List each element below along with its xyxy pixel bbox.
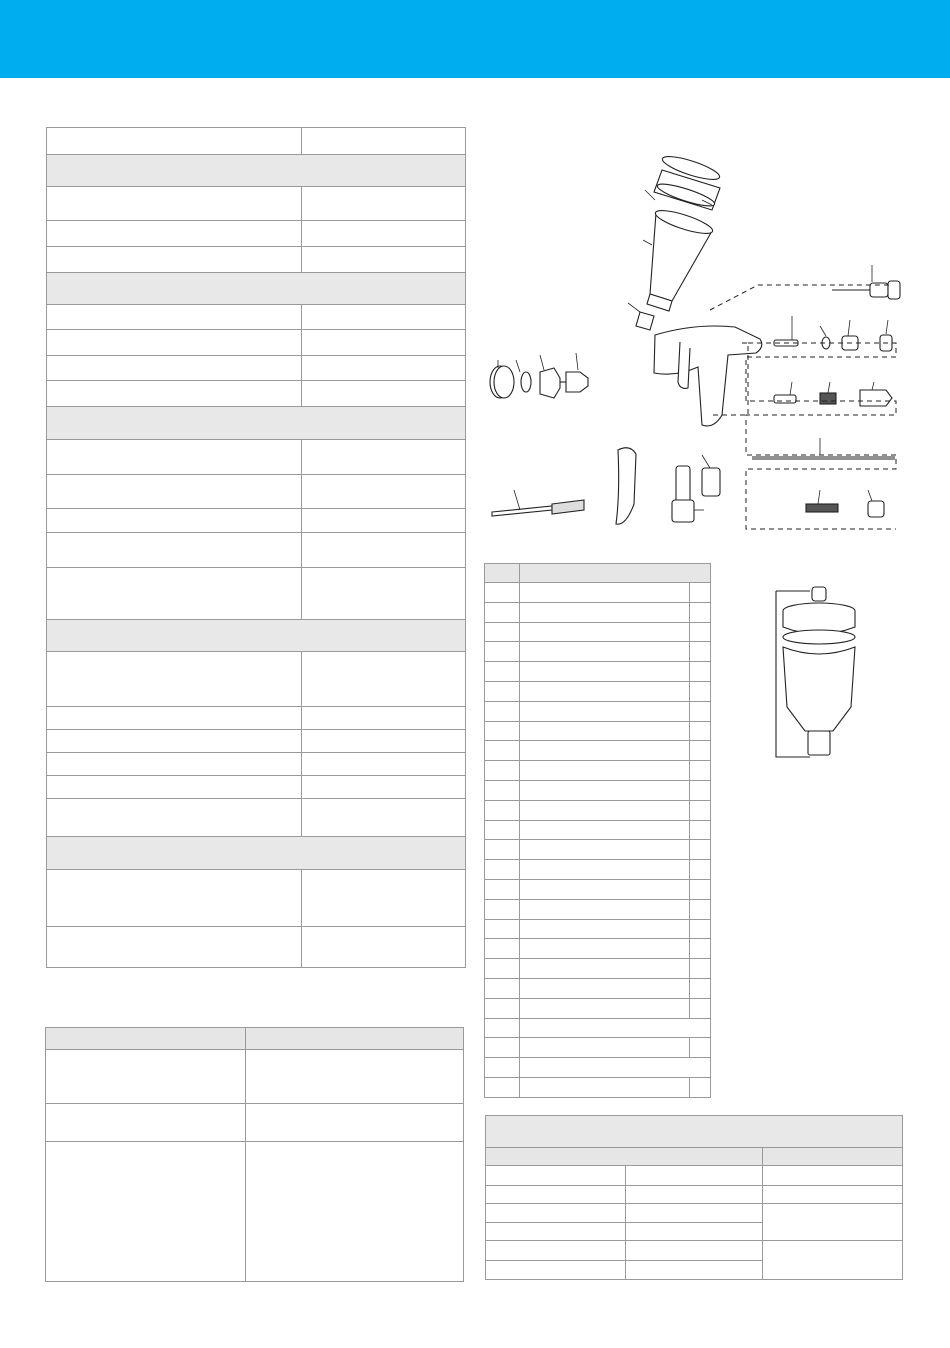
spec-label-cell xyxy=(47,305,302,330)
part-description-cell xyxy=(519,662,689,682)
table-row xyxy=(486,1204,903,1223)
table-row xyxy=(47,475,466,509)
spec-value-cell xyxy=(302,707,466,730)
spec-value-cell xyxy=(302,753,466,776)
spec-value-cell xyxy=(302,128,466,155)
spec-value-cell xyxy=(302,870,466,927)
spec-value-cell xyxy=(302,356,466,381)
spec-section-header xyxy=(47,837,466,870)
table-row xyxy=(485,662,711,682)
cup-vent-cap xyxy=(812,587,826,601)
table-row xyxy=(47,128,466,155)
part-description-cell xyxy=(519,959,689,979)
section-cell xyxy=(47,620,466,652)
part-number-cell xyxy=(485,681,520,701)
spec-value-cell xyxy=(302,381,466,407)
part-number-cell xyxy=(485,899,520,919)
part-description-cell xyxy=(519,840,689,860)
part-qty-cell xyxy=(690,899,711,919)
part-description-cell xyxy=(519,998,689,1018)
spec-value-cell xyxy=(302,440,466,475)
part-qty-cell xyxy=(690,662,711,682)
spec-label-cell xyxy=(47,356,302,381)
table-row xyxy=(46,1050,464,1104)
table-row xyxy=(485,681,711,701)
spec-value-cell xyxy=(302,533,466,568)
problem-cell xyxy=(46,1142,246,1282)
table-row xyxy=(485,879,711,899)
spec-label-cell xyxy=(47,509,302,533)
o-ring-illustration xyxy=(521,372,531,392)
part-number-cell xyxy=(485,820,520,840)
table-row xyxy=(485,820,711,840)
spec-value-cell xyxy=(302,475,466,509)
table-row xyxy=(485,899,711,919)
table-row xyxy=(46,1104,464,1142)
table-row xyxy=(47,927,466,968)
part-description-cell xyxy=(519,919,689,939)
part-number-cell xyxy=(485,701,520,721)
spec-label-cell xyxy=(47,927,302,968)
spec-value-cell xyxy=(302,305,466,330)
solution-cell xyxy=(245,1028,463,1050)
table-row xyxy=(485,860,711,880)
part-qty-cell xyxy=(690,919,711,939)
part-description-cell xyxy=(519,681,689,701)
part-description-cell xyxy=(519,978,689,998)
section-cell xyxy=(47,273,466,305)
problem-cell xyxy=(46,1104,246,1142)
part-number-cell xyxy=(485,761,520,781)
spec-section-header xyxy=(47,273,466,305)
part-qty-cell xyxy=(690,879,711,899)
part-number-cell xyxy=(485,583,520,603)
air-inlet-illustration xyxy=(702,468,720,496)
table-row xyxy=(486,1186,903,1204)
troubleshoot-header xyxy=(46,1028,464,1050)
spec-label-cell xyxy=(47,776,302,799)
nozzle-table-header xyxy=(486,1148,903,1166)
table-row xyxy=(47,568,466,620)
part-number-cell xyxy=(485,1058,520,1078)
part-description-cell xyxy=(519,780,689,800)
spec-label-cell xyxy=(47,533,302,568)
part-description-cell xyxy=(519,741,689,761)
part-number-cell xyxy=(485,642,520,662)
spec-section-header xyxy=(47,620,466,652)
table-row xyxy=(47,247,466,273)
part-number-cell xyxy=(485,998,520,1018)
spray-gun-exploded-diagram xyxy=(480,150,920,530)
part-number-cell xyxy=(485,602,520,622)
parts-list-table xyxy=(484,563,711,1098)
spec-label-cell xyxy=(47,440,302,475)
part-qty-cell xyxy=(690,780,711,800)
table-row xyxy=(47,776,466,799)
part-description-cell xyxy=(519,642,689,662)
table-row xyxy=(47,440,466,475)
section-cell xyxy=(47,407,466,440)
spec-value-cell xyxy=(302,730,466,753)
table-row xyxy=(47,509,466,533)
part-description-cell xyxy=(519,602,689,622)
table-row xyxy=(485,959,711,979)
cup-seal xyxy=(783,630,855,644)
part-description-cell xyxy=(519,820,689,840)
section-cell xyxy=(47,155,466,187)
spec-value-cell xyxy=(302,509,466,533)
table-row xyxy=(485,602,711,622)
part-number-cell xyxy=(485,840,520,860)
specifications-table xyxy=(46,127,466,968)
header-banner xyxy=(0,0,950,78)
part-qty-cell xyxy=(690,602,711,622)
part-description-cell xyxy=(519,761,689,781)
spec-value-cell xyxy=(302,568,466,620)
part-qty-cell xyxy=(690,701,711,721)
part-number-cell xyxy=(485,860,520,880)
part-description-cell xyxy=(519,583,689,603)
section-cell xyxy=(47,837,466,870)
spec-label-cell xyxy=(47,652,302,707)
spec-label-cell xyxy=(47,330,302,356)
table-row xyxy=(485,978,711,998)
part-qty-cell xyxy=(690,1038,711,1058)
table-row xyxy=(47,533,466,568)
air-valve-illustration xyxy=(672,466,694,522)
spec-value-cell xyxy=(302,187,466,221)
part-number-cell xyxy=(485,959,520,979)
part-number-cell xyxy=(485,879,520,899)
air-cap-ring-illustration xyxy=(490,366,514,398)
table-row xyxy=(47,799,466,837)
air-cap-illustration xyxy=(540,368,560,398)
table-row xyxy=(485,741,711,761)
gun-body-illustration xyxy=(636,312,762,426)
spec-label-cell xyxy=(47,707,302,730)
fluid-nozzle-illustration xyxy=(560,372,588,392)
part-description-cell xyxy=(519,939,689,959)
spec-value-cell xyxy=(302,927,466,968)
table-row xyxy=(47,870,466,927)
spec-label-cell xyxy=(47,799,302,837)
part-qty-cell xyxy=(690,1077,711,1097)
part-number-cell xyxy=(485,721,520,741)
spec-value-cell xyxy=(302,799,466,837)
part-qty-cell xyxy=(690,959,711,979)
table-row xyxy=(47,730,466,753)
spec-value-cell xyxy=(302,776,466,799)
table-row xyxy=(47,187,466,221)
problem-cell xyxy=(46,1050,246,1104)
table-row xyxy=(485,919,711,939)
part-number-cell xyxy=(485,800,520,820)
part-qty-cell xyxy=(690,939,711,959)
spec-value-cell xyxy=(302,221,466,247)
part-qty-cell xyxy=(690,860,711,880)
table-row xyxy=(485,998,711,1018)
spec-label-cell xyxy=(47,475,302,509)
part-qty-cell xyxy=(690,800,711,820)
spec-label-cell xyxy=(47,870,302,927)
part-description-cell xyxy=(519,1058,710,1078)
part-description-cell xyxy=(519,899,689,919)
spec-label-cell xyxy=(47,568,302,620)
part-number-cell xyxy=(485,939,520,959)
part-description-cell xyxy=(519,1018,710,1038)
table-row xyxy=(486,1241,903,1261)
part-qty-cell xyxy=(690,741,711,761)
table-row xyxy=(485,780,711,800)
part-description-cell xyxy=(519,1038,689,1058)
spec-label-cell xyxy=(47,187,302,221)
solution-cell xyxy=(245,1142,463,1282)
spec-value-cell xyxy=(302,652,466,707)
spec-label-cell xyxy=(47,247,302,273)
table-row xyxy=(485,622,711,642)
table-row xyxy=(485,1018,711,1038)
part-description-cell xyxy=(519,860,689,880)
part-description-cell xyxy=(519,701,689,721)
trigger-illustration xyxy=(616,448,636,524)
table-row xyxy=(485,1058,711,1078)
spec-label-cell xyxy=(47,730,302,753)
parts-header xyxy=(485,564,711,583)
spec-value-cell xyxy=(302,330,466,356)
cup-outlet xyxy=(808,731,830,755)
spec-value-cell xyxy=(302,247,466,273)
table-row xyxy=(47,652,466,707)
solution-cell xyxy=(245,1104,463,1142)
part-qty-cell xyxy=(690,622,711,642)
part-number-cell xyxy=(485,662,520,682)
spec-label-cell xyxy=(47,753,302,776)
fluid-needle-illustration xyxy=(752,457,895,459)
part-qty-cell xyxy=(690,820,711,840)
table-row xyxy=(485,840,711,860)
table-row xyxy=(47,381,466,407)
table-row xyxy=(485,642,711,662)
solution-cell xyxy=(245,1050,463,1104)
part-description-cell xyxy=(519,879,689,899)
table-row xyxy=(485,1038,711,1058)
spec-section-header xyxy=(47,155,466,187)
table-row xyxy=(47,330,466,356)
fluid-needle-adjuster-illustration xyxy=(832,281,900,299)
part-description-cell xyxy=(519,1077,689,1097)
part-number-cell xyxy=(485,1038,520,1058)
troubleshooting-table xyxy=(45,1027,464,1282)
table-row xyxy=(47,753,466,776)
part-number-cell xyxy=(485,919,520,939)
part-qty-cell xyxy=(690,642,711,662)
table-row xyxy=(47,305,466,330)
description-header-cell xyxy=(519,564,710,583)
table-row xyxy=(485,1077,711,1097)
part-qty-cell xyxy=(690,681,711,701)
part-number-cell xyxy=(485,622,520,642)
nozzle-setup-table xyxy=(485,1115,903,1280)
table-row xyxy=(485,939,711,959)
table-row xyxy=(486,1166,903,1186)
spring-row-illustration xyxy=(774,390,892,406)
table-row xyxy=(47,356,466,381)
part-qty-cell xyxy=(690,978,711,998)
part-number-cell xyxy=(485,741,520,761)
gravity-cup-illustration xyxy=(770,585,870,765)
table-row xyxy=(485,583,711,603)
table-row xyxy=(485,721,711,741)
part-qty-cell xyxy=(690,761,711,781)
part-number-cell xyxy=(485,780,520,800)
part-description-cell xyxy=(519,721,689,741)
part-qty-cell xyxy=(690,998,711,1018)
nozzle-table-title xyxy=(486,1116,903,1148)
no-header-cell xyxy=(485,564,520,583)
table-row xyxy=(47,221,466,247)
spec-label-cell xyxy=(47,128,302,155)
part-number-cell xyxy=(485,978,520,998)
spec-label-cell xyxy=(47,381,302,407)
spec-label-cell xyxy=(47,221,302,247)
part-description-cell xyxy=(519,800,689,820)
spec-section-header xyxy=(47,407,466,440)
table-row xyxy=(47,707,466,730)
part-number-cell xyxy=(485,1018,520,1038)
cleaning-brush-illustration xyxy=(492,500,584,516)
table-row xyxy=(485,701,711,721)
problem-cell xyxy=(46,1028,246,1050)
part-number-cell xyxy=(485,1077,520,1097)
table-row xyxy=(485,761,711,781)
part-qty-cell xyxy=(690,840,711,860)
part-qty-cell xyxy=(690,583,711,603)
table-row xyxy=(46,1142,464,1282)
part-description-cell xyxy=(519,622,689,642)
part-qty-cell xyxy=(690,721,711,741)
cup-body-illustration xyxy=(647,206,715,311)
table-row xyxy=(485,800,711,820)
